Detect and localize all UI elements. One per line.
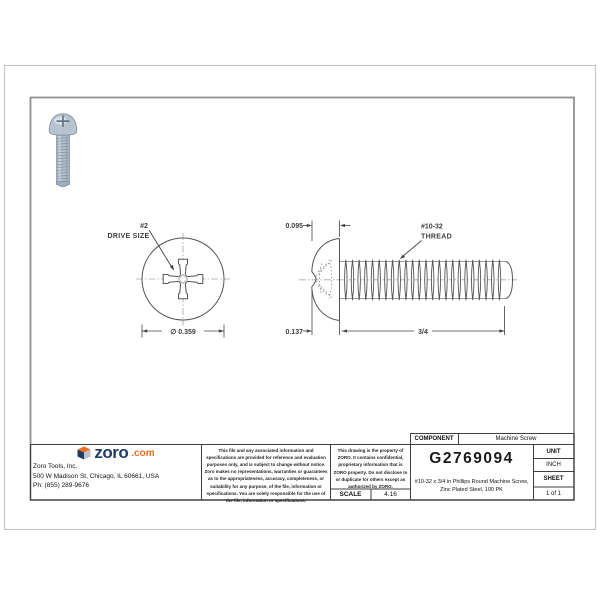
diameter-dim-text: ∅ 0.359	[170, 328, 196, 336]
company-block	[33, 443, 199, 491]
zoro-logo	[33, 443, 199, 462]
logo-text: zoro	[94, 443, 129, 462]
dim-137-text: 0.137	[285, 329, 303, 336]
dim-137-arrow	[307, 329, 312, 332]
logo-suffix: .com	[131, 448, 155, 459]
thread-leader	[402, 241, 422, 258]
diameter-arrow-right	[219, 329, 224, 332]
disclaimer-text: This file and any associated information and specifications are provided for reference and evaluation purposes only, and is subject to change without notice. Zoro makes no representations, warranties or guarantees as to the appropriateness, accuracy, completeness, or suitability for any purpose, of the file, information or specifications. You are solely responsible for the use of the file, information or specifications.	[204, 447, 328, 503]
dim-34-arrow-left	[342, 329, 347, 332]
phillips-recess	[163, 259, 203, 299]
company-address	[33, 462, 199, 491]
hidden-recess-lines	[316, 259, 333, 299]
dim-095-lines	[303, 221, 351, 242]
screw-photo	[49, 114, 77, 187]
sheet-label: SHEET	[543, 476, 564, 483]
thread-label-line2: THREAD	[421, 233, 452, 241]
scale-label: SCALE	[339, 491, 362, 498]
dim-34-text: 3/4	[418, 329, 428, 336]
company-phone: Ph: (855) 289-9676	[33, 482, 90, 489]
dim-095-text: 0.095	[285, 223, 303, 230]
drive-size-leader	[149, 230, 172, 268]
zoro-cube-icon	[77, 446, 91, 460]
drive-size-label-line2: DRIVE SIZE	[107, 233, 150, 240]
part-description: #10-32 x 3/4 in Phillips Round Machine Screw, Zinc Plated Steel, 100 PK	[414, 479, 529, 493]
front-view	[108, 223, 230, 338]
company-street: 500 W Madison St, Chicago, IL 60661, USA	[33, 472, 160, 480]
drive-size-label-line1: #2	[140, 223, 148, 230]
unit-label: UNIT	[546, 448, 561, 455]
diameter-arrow-left	[142, 329, 147, 332]
screw-photo-tip	[57, 182, 70, 187]
property-notice-text: This drawing is the property of ZORO. It contains confidential, proprietary information that is ZORO property. Do not disclose to or duplicate for others except as authorized by ZORO.	[333, 448, 408, 490]
sheet-value: 1 of 1	[545, 490, 561, 497]
component-value: Machine Screw	[495, 436, 537, 442]
dim-095-arrow-left	[307, 224, 312, 227]
scale-value: 4.16	[384, 491, 397, 498]
part-number: G2769094	[429, 450, 514, 467]
thread-label-line1: #10-32	[421, 223, 443, 231]
unit-value: INCH	[546, 462, 561, 468]
side-view	[285, 221, 517, 337]
dim-095-arrow-right	[340, 224, 345, 227]
company-name: Zoro Tools, Inc.	[33, 463, 78, 470]
component-label: COMPONENT	[414, 436, 454, 442]
dim-34-arrow-right	[499, 329, 504, 332]
